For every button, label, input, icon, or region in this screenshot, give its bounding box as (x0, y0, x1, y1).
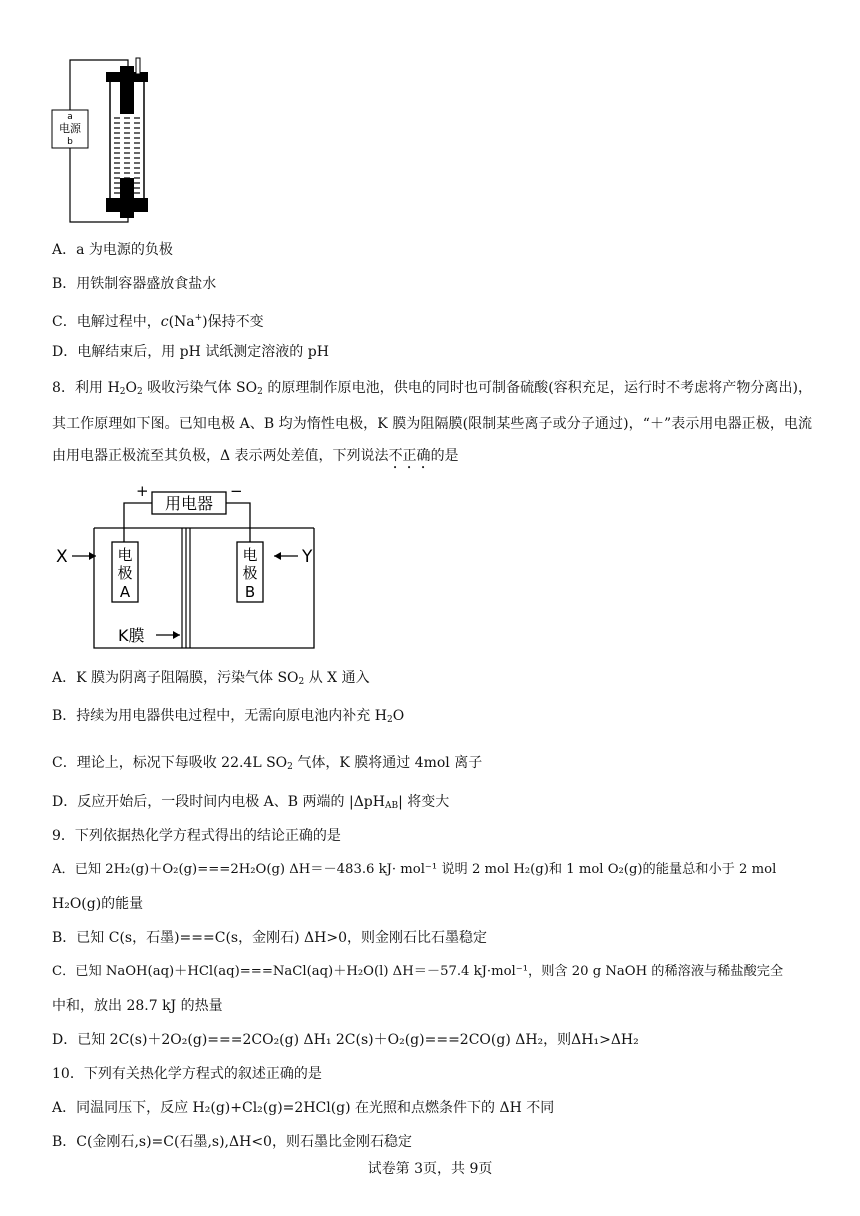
x-inlet-label: X (56, 547, 68, 567)
terminal-a-label: a (67, 112, 73, 122)
q9-option-d: D．已知 2C(s)＋2O₂(g)===2CO₂(g) ΔH₁ 2C(s)＋O₂(g)===2CO(g) ΔH₂，则ΔH₁>ΔH₂ (52, 1032, 639, 1048)
device-label: 用电器 (164, 494, 214, 513)
q7-option-c: C．电解过程中，c(Na+)保持不变 (52, 313, 264, 330)
page-footer: 试卷第 3页，共 9页 (367, 1161, 493, 1177)
electrode-a-char-2: 极 (117, 564, 133, 582)
electrode-b-char-3: B (244, 583, 256, 601)
q8-option-b: B．持续为用电器供电过程中，无需向原电池内补充 $H_2O$ (52, 708, 405, 725)
negative-sign: − (230, 482, 243, 500)
q7-option-d: D．电解结束后，用 pH 试纸测定溶液的 pH (52, 344, 329, 360)
positive-sign: + (136, 482, 149, 500)
q9-option-c-line1: C．已知 NaOH(aq)＋HCl(aq)===NaCl(aq)＋H₂O(l) ΔH＝－57.4 kJ·mol⁻¹，则含 20 g NaOH 的稀溶液与稀盐酸完全 (52, 964, 784, 979)
q8-stem: 8．利用 $H_2O_2$ 吸收污染气体 $SO_2$ 的原理制作原电池，供电的同时也可制备硫酸(容积充足，运行时不考虑将产物分离出)，其工作原理如下图。已知电极 A、B 均为惰性电极，K 膜为阻隔膜(限制某些离子或分子通过)，“＋”表示用电器正极，电流由用电器正极流至其负极，Δ 表示两处差值，下列说法不正确的是 (52, 380, 813, 464)
galvanic-cell-diagram (52, 480, 342, 660)
electrode-a-char-3: A (119, 583, 131, 601)
q9-option-a-line1: A．已知 2H₂(g)＋O₂(g)===2H₂O(g) ΔH＝－483.6 kJ· mol⁻¹ 说明 2 mol H₂(g)和 1 mol O₂(g)的能量总和小于 2 mol (52, 862, 777, 877)
q7-option-b: B．用铁制容器盛放食盐水 (52, 276, 217, 292)
emphasis-text: 不正确 (388, 448, 431, 464)
q9-option-b: B．已知 C(s，石墨)===C(s，金刚石) ΔH>0，则金刚石比石墨稳定 (52, 930, 487, 946)
electrode-b-char-2: 极 (242, 564, 258, 582)
q8-option-c: C．理论上，标况下每吸收 22.4L $SO_2$ 气体，K 膜将通过 4mol 离子 (52, 755, 483, 772)
q8-option-d: D．反应开始后，一段时间内电极 A、B 两端的 |ΔpH$_{AB}$| 将变大 (52, 794, 450, 811)
q8-option-a: A．K 膜为阴离子阻隔膜，污染气体 $SO_2$ 从 X 通入 (52, 670, 370, 687)
q10-option-b: B．C(金刚石,s)=C(石墨,s),ΔH<0，则石墨比金刚石稳定 (52, 1134, 412, 1150)
y-inlet-label: Y (302, 547, 313, 567)
q9-option-a-line2: H₂O(g)的能量 (52, 896, 144, 912)
q10-option-a: A．同温同压下，反应 H₂(g)+Cl₂(g)=2HCl(g) 在光照和点燃条件下的 ΔH 不同 (52, 1100, 555, 1116)
power-source-label: 电源 (59, 122, 81, 135)
electrode-b-char-1: 电 (242, 546, 258, 564)
q9-option-c-line2: 中和，放出 28.7 kJ 的热量 (52, 998, 223, 1014)
electrolysis-diagram (48, 52, 168, 232)
terminal-b-label: b (67, 137, 73, 147)
electrode-a-char-1: 电 (117, 546, 133, 564)
q9-stem: 9．下列依据热化学方程式得出的结论正确的是 (52, 828, 341, 844)
q7-option-a: A．a 为电源的负极 (52, 242, 173, 258)
q10-stem: 10．下列有关热化学方程式的叙述正确的是 (52, 1066, 322, 1082)
k-membrane-label: K膜 (118, 626, 145, 645)
